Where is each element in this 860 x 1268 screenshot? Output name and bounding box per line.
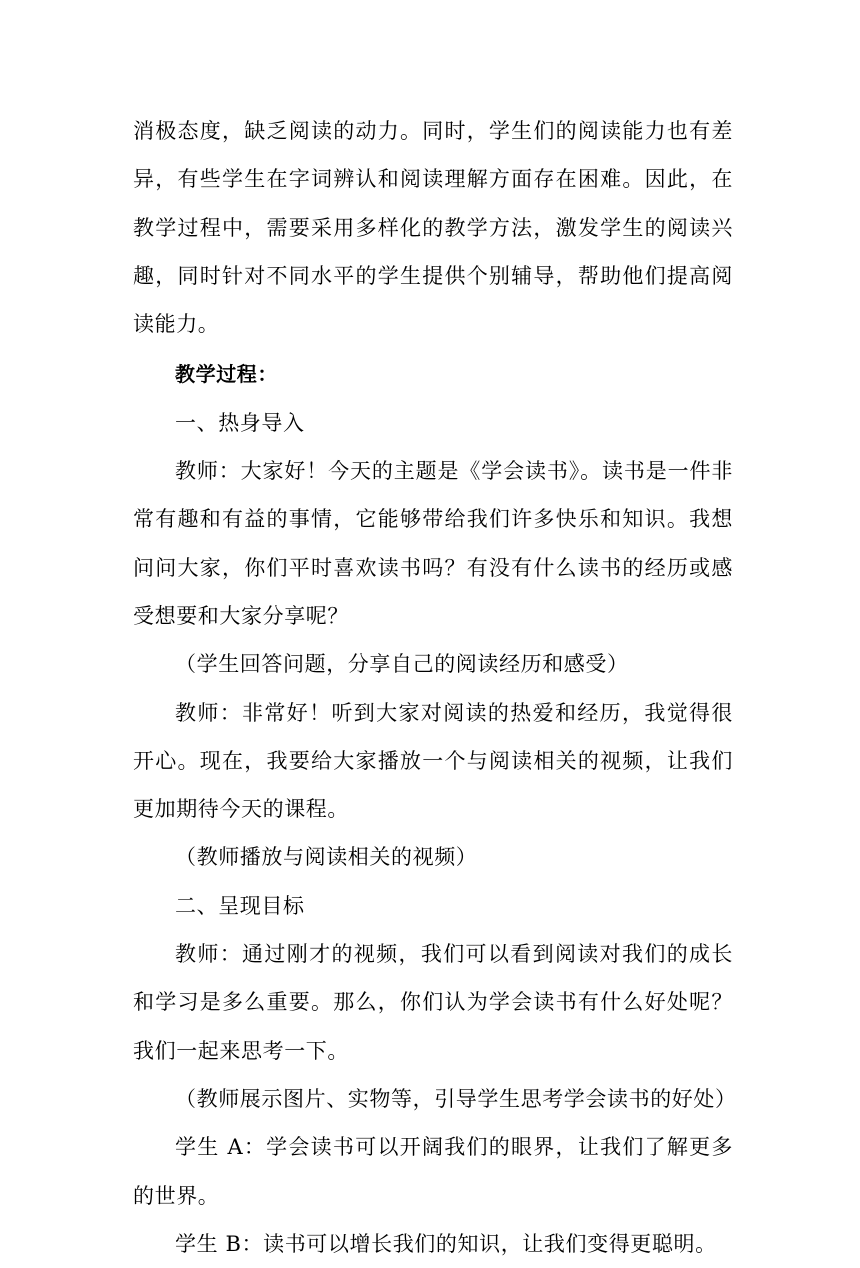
paragraph-display-note: （教师展示图片、实物等，引导学生思考学会读书的好处） bbox=[175, 1086, 737, 1111]
section-title-warmup: 一、热身导入 bbox=[175, 410, 305, 435]
paragraph-teacher-intro: 教师：大家好！今天的主题是《学会读书》。读书是一件非常有趣和有益的事情，它能够带给我们许多快乐和知识。我想问问大家，你们平时喜欢读书吗？有没有什么读书的经历或感受想要和大家分享呢？ bbox=[133, 459, 733, 628]
paragraph-student-response-note: （学生回答问题，分享自己的阅读经历和感受） bbox=[175, 652, 629, 677]
paragraph-teacher-question: 教师：通过刚才的视频，我们可以看到阅读对我们的成长和学习是多么重要。那么，你们认为学会读书有什么好处呢？我们一起来思考一下。 bbox=[133, 942, 733, 1063]
paragraph-student-b: 学生 B：读书可以增长我们的知识，让我们变得更聪明。 bbox=[175, 1231, 717, 1256]
paragraph-teacher-video: 教师：非常好！听到大家对阅读的热爱和经历，我觉得很开心。现在，我要给大家播放一个与阅读相关的视频，让我们更加期待今天的课程。 bbox=[133, 700, 733, 822]
paragraph-continuation: 消极态度，缺乏阅读的动力。同时，学生们的阅读能力也有差异，有些学生在字词辨认和阅读理解方面存在困难。因此，在教学过程中，需要采用多样化的教学方法，激发学生的阅读兴趣，同时针对不同水平的学生提供个别辅导，帮助他们提高阅读能力。 bbox=[133, 119, 733, 337]
section-heading-teaching-process: 教学过程： bbox=[175, 362, 278, 387]
paragraph-student-a: 学生 A：学会读书可以开阔我们的眼界，让我们了解更多的世界。 bbox=[133, 1135, 733, 1208]
document-body bbox=[133, 107, 737, 1268]
paragraph-video-note: （教师播放与阅读相关的视频） bbox=[175, 845, 478, 870]
section-title-goals: 二、呈现目标 bbox=[175, 893, 305, 918]
